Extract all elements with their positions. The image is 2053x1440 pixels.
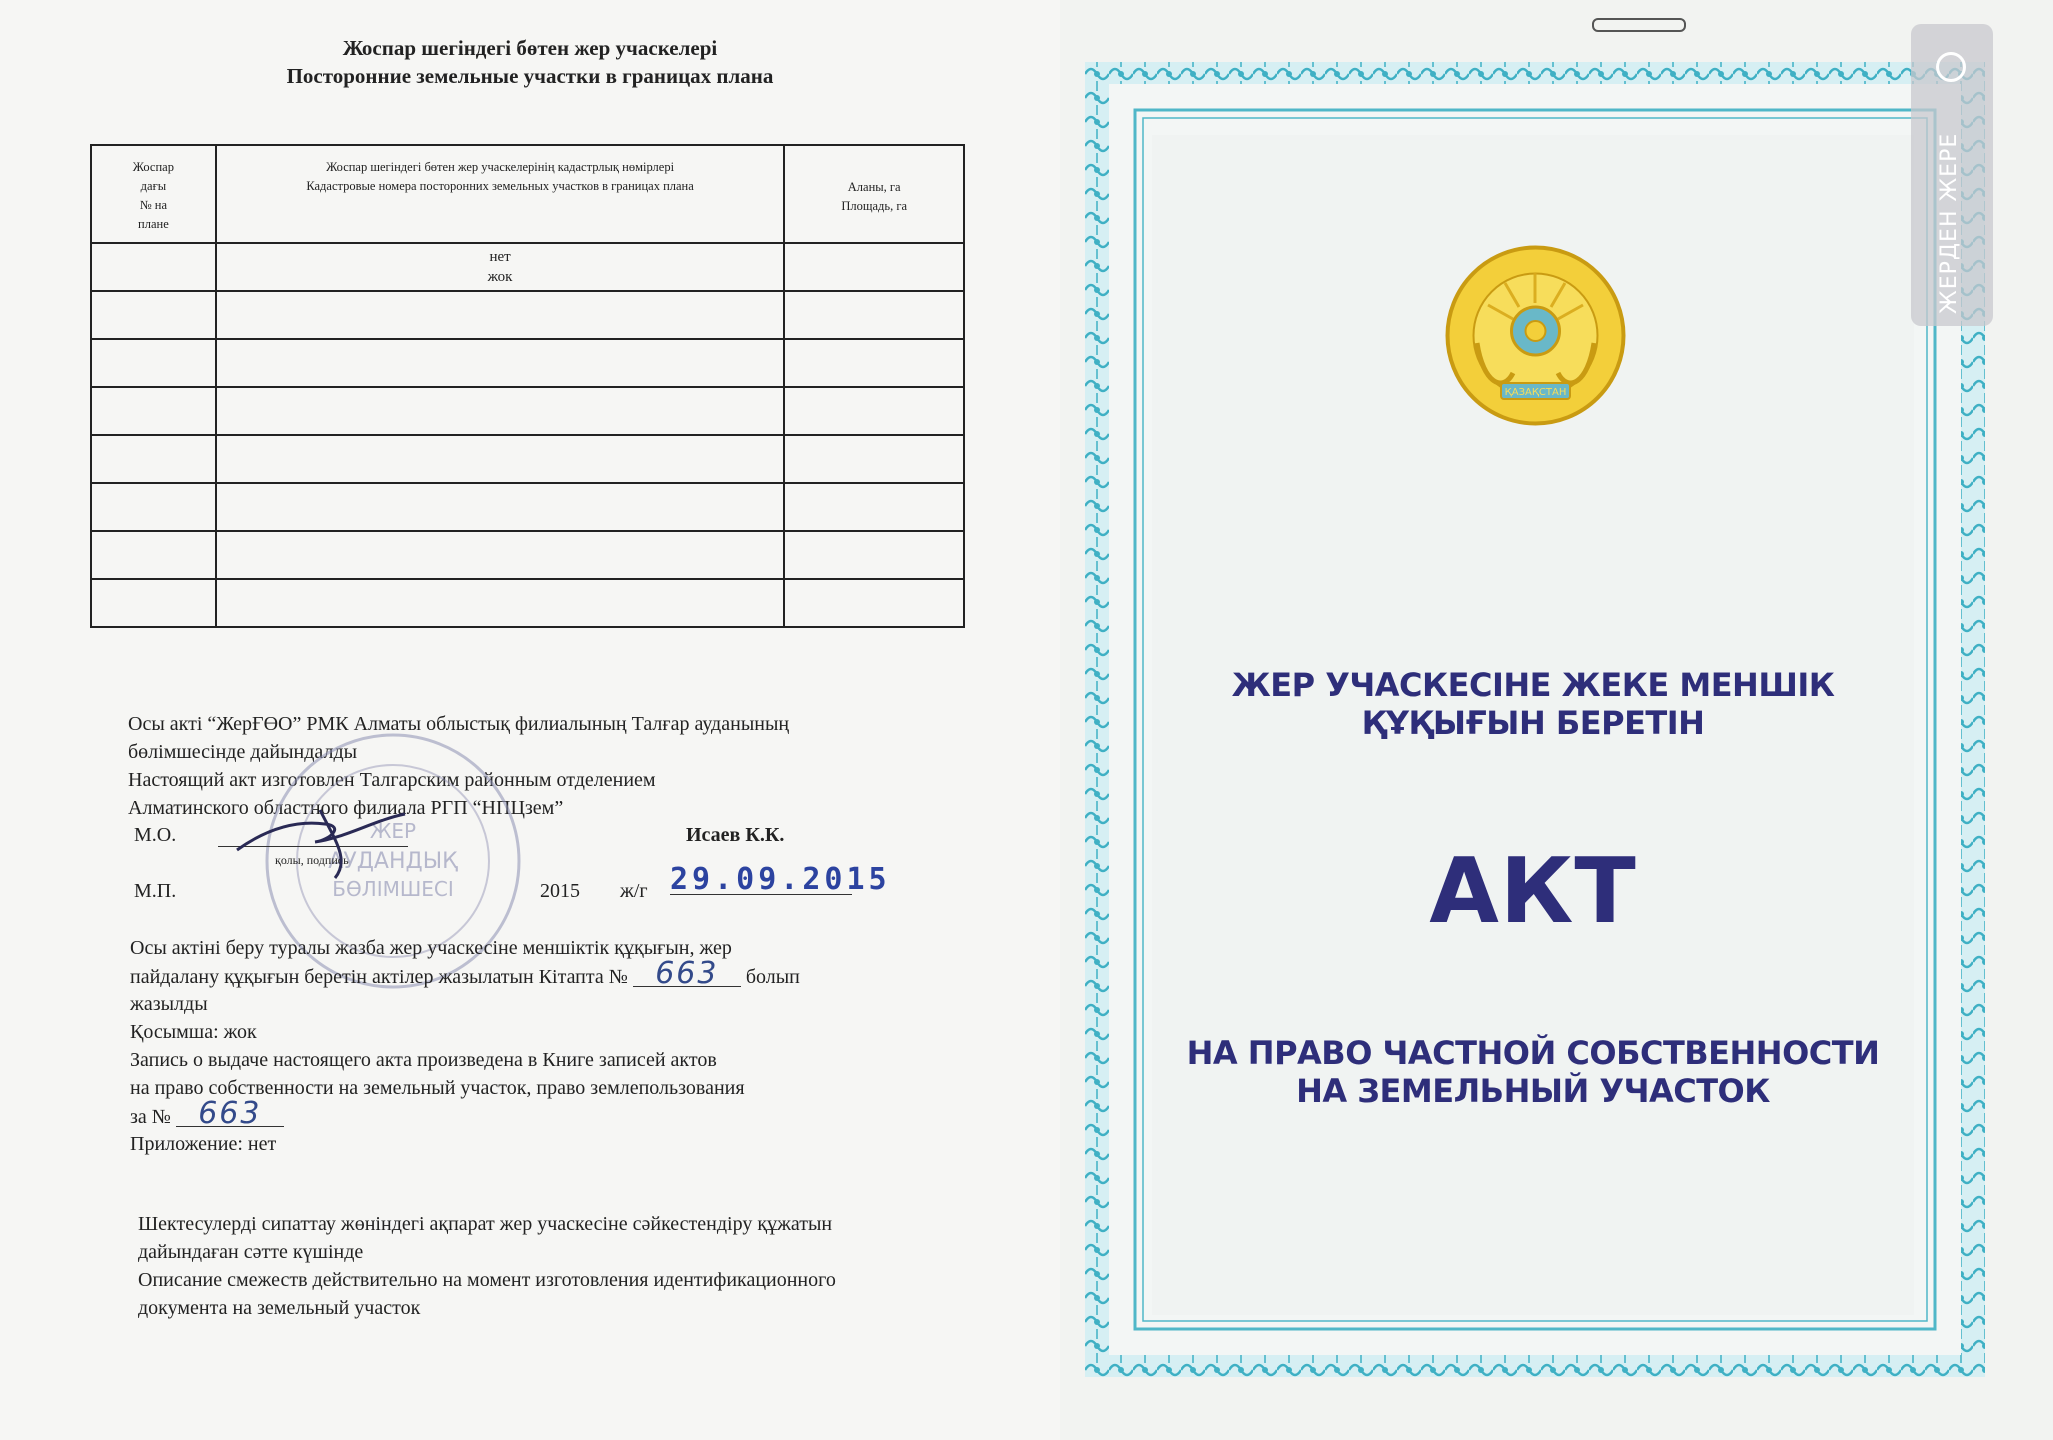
issue-date-stamp: 29.09.2015 <box>670 862 891 897</box>
stamp-line: БӨЛІМШЕСІ <box>332 877 454 901</box>
signature-caption: қолы, подпись <box>275 853 349 867</box>
binding-clip <box>1592 18 1686 32</box>
record-number-handwritten-ru: 663 <box>176 1102 284 1127</box>
table-header-row <box>91 145 964 243</box>
mo-label: М.О. <box>134 824 177 846</box>
made-ru-line1: Настоящий акт изготовлен Талгарским районным отделением <box>128 769 656 791</box>
record-ru-line3: за № 663 <box>130 1102 284 1131</box>
note-kz-line1: Шектесулерді сипаттау жөніндегі ақпарат жер учаскесіне сәйкестендіру құжатын <box>138 1213 833 1235</box>
watermark-overlay <box>1911 24 1993 326</box>
foreign-plots-title <box>160 34 900 90</box>
cert-heading-kz-line1: ЖЕР УЧАСКЕСІНЕ ЖЕКЕ МЕНШІК <box>1231 666 1835 704</box>
stamp-line: ЖЕР <box>369 819 417 843</box>
watermark-text: ЖЕРДЕН ЖЕРЕ <box>1937 132 1962 314</box>
attachment-ru: Приложение: нет <box>130 1133 277 1155</box>
record-kz-line3: жазылды <box>130 993 208 1015</box>
col-area: Аланы, га Площадь, га <box>784 145 964 243</box>
camera-icon <box>1936 52 1966 82</box>
table-row <box>91 291 964 339</box>
title-ru: Посторонние земельные участки в границах плана <box>286 64 774 88</box>
record-kz-line1: Осы актіні беру туралы жазба жер учаскесіне меншіктік құқығын, жер <box>130 937 732 959</box>
note-ru-line1: Описание смежеств действительно на момент изготовления идентификационного <box>138 1269 836 1291</box>
attachment-kz: Қосымша: жок <box>130 1021 257 1043</box>
table-cell <box>784 243 964 291</box>
signature-scribble <box>225 790 415 880</box>
cert-heading-ru-line2: НА ЗЕМЕЛЬНЫЙ УЧАСТОК <box>1296 1072 1770 1110</box>
note-kz-line2: дайындаған сәтте күшінде <box>138 1241 364 1263</box>
table-row <box>91 579 964 627</box>
mp-label: М.П. <box>134 880 177 902</box>
signer-name: Исаев К.К. <box>686 824 785 846</box>
record-kz-line2: пайдалану құқығын беретін актілер жазылатын Кітапта № 663 болып <box>130 956 800 991</box>
cert-heading-kz-line2: ҚҰҚЫҒЫН БЕРЕТІН <box>1361 704 1705 742</box>
made-kz-line1: Осы акті “ЖерҒӨО” РМК Алматы облыстық филиалының Талғар ауданының <box>128 713 790 735</box>
made-kz-line2: бөлімшесінде дайындалды <box>128 741 358 763</box>
col-plan-number: Жоспар дағы № на плане <box>91 145 216 243</box>
emblem-caption: ҚАЗАҚСТАН <box>1504 387 1567 398</box>
year-label: 2015 <box>540 880 580 902</box>
issue-date-field <box>670 862 891 897</box>
title-kz: Жоспар шегіндегі бөтен жер учаскелері <box>342 36 718 60</box>
stamp-line: АУДАНДЫҚ <box>328 849 458 874</box>
table-row <box>91 387 964 435</box>
cert-akt-title: АКТ <box>1429 839 1637 944</box>
cert-heading-ru-line1: НА ПРАВО ЧАСТНОЙ СОБСТВЕННОСТИ <box>1186 1034 1880 1072</box>
table-row <box>91 339 964 387</box>
made-ru-line2: Алматинского областного филиала РГП “НПЦзем” <box>128 797 564 819</box>
col-cadastral-numbers: Жоспар шегіндегі бөтен жер учаскелерінің кадастрлық нөмірлері Кадастровые номера посторонних земельных участков в границах плана <box>216 145 785 243</box>
table-row <box>91 531 964 579</box>
table-cell <box>91 243 216 291</box>
table-cell: нет жок <box>216 243 785 291</box>
kazakhstan-emblem <box>1443 243 1628 428</box>
note-ru-line2: документа на земельный участок <box>138 1297 421 1319</box>
year-suffix: ж/г <box>620 880 648 902</box>
record-number-handwritten: 663 <box>633 962 741 987</box>
table-row <box>91 243 964 291</box>
table-row <box>91 483 964 531</box>
record-ru-line2: на право собственности на земельный участок, право землепользования <box>130 1077 745 1099</box>
record-ru-line1: Запись о выдаче настоящего акта произведена в Книге записей актов <box>130 1049 717 1071</box>
foreign-plots-table <box>90 144 965 628</box>
table-row <box>91 435 964 483</box>
